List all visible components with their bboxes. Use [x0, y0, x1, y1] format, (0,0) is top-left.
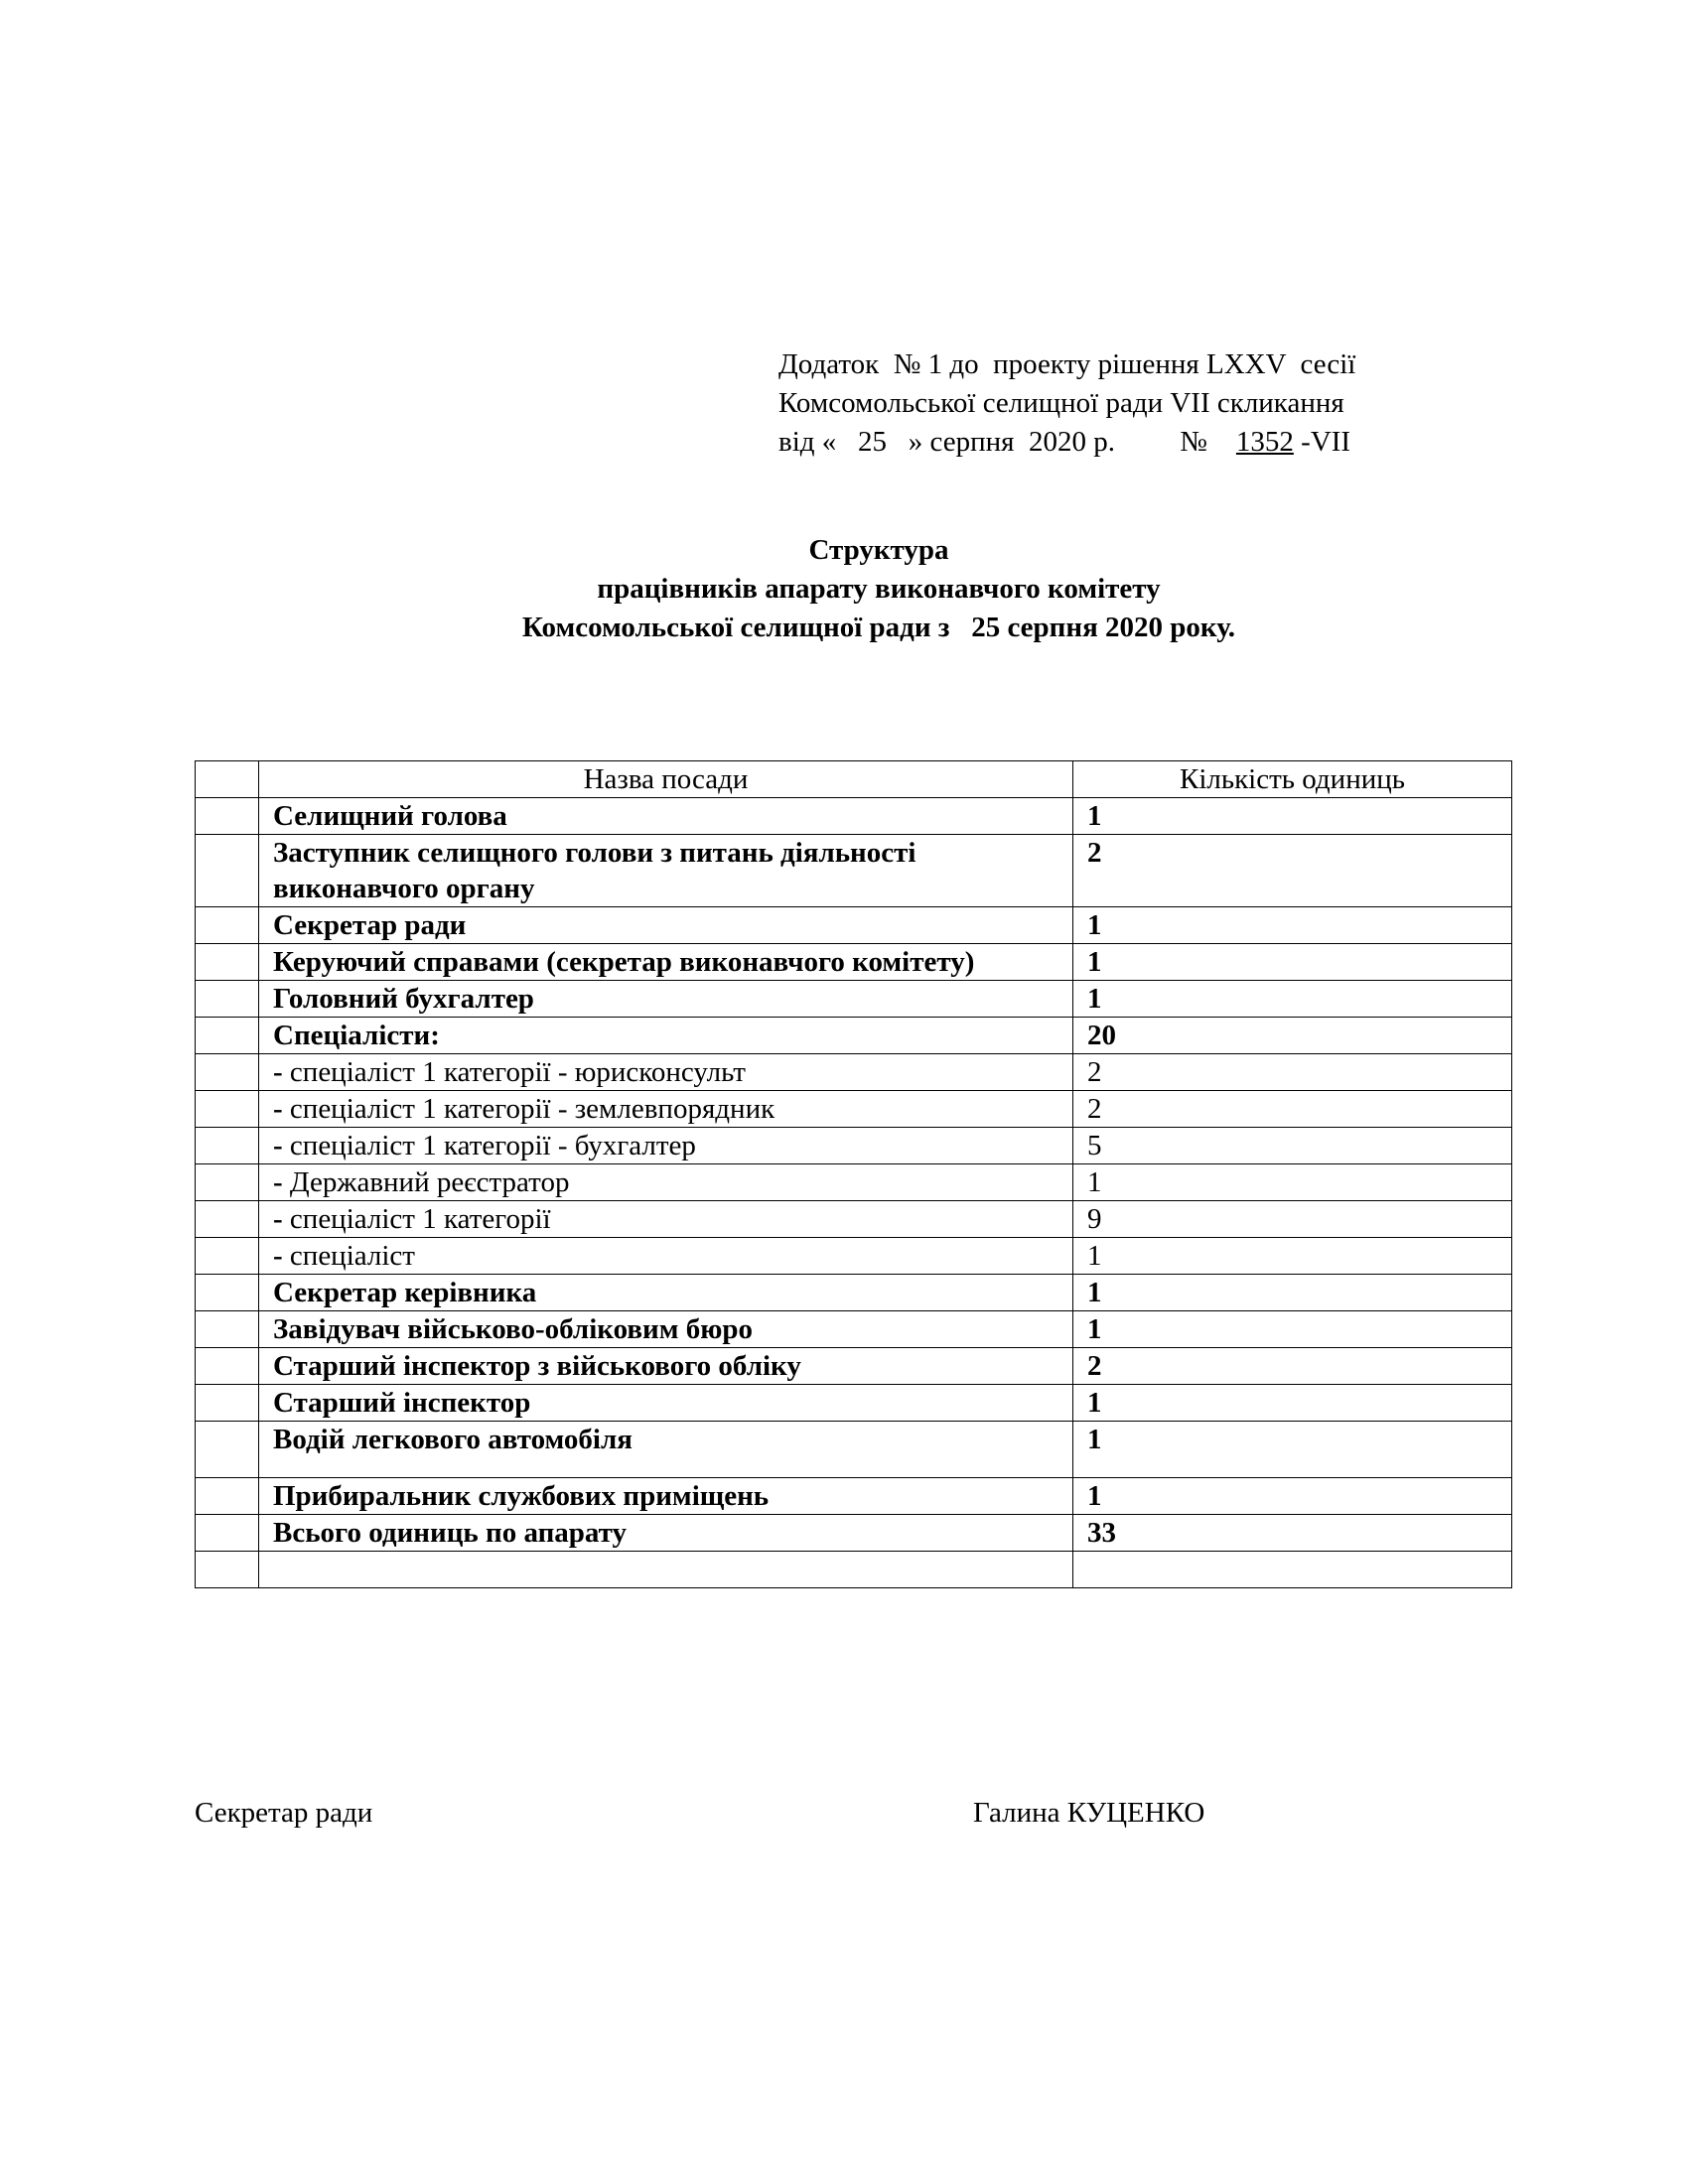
appendix-line-3: [778, 423, 1493, 462]
row-number-cell: [196, 981, 259, 1018]
row-number-cell: [196, 1128, 259, 1164]
list-dash: -: [273, 1056, 283, 1088]
position-label: спеціаліст 1 категорії - бухгалтер: [282, 1130, 696, 1161]
count-cell: 33: [1073, 1515, 1512, 1552]
empty-cell: [1073, 1552, 1512, 1588]
table-row: [196, 1348, 1512, 1385]
position-cell: [259, 1128, 1073, 1164]
count-cell: 1: [1073, 1385, 1512, 1422]
table-row: [196, 1164, 1512, 1201]
signature-label: Секретар ради: [195, 1797, 373, 1829]
count-cell: 1: [1073, 1422, 1512, 1478]
list-dash: -: [273, 1166, 283, 1198]
table-row: [196, 981, 1512, 1018]
position-cell: Прибиральник службових приміщень: [259, 1478, 1073, 1515]
position-cell: [259, 1238, 1073, 1275]
title-line-1: Структура: [808, 534, 949, 566]
row-number-cell: [196, 944, 259, 981]
row-number-cell: [196, 1515, 259, 1552]
position-cell: [259, 1201, 1073, 1238]
table-row: [196, 798, 1512, 835]
table-row: [196, 1515, 1512, 1552]
position-cell: Головний бухгалтер: [259, 981, 1073, 1018]
position-cell: Секретар керівника: [259, 1275, 1073, 1311]
count-cell: 1: [1073, 1311, 1512, 1348]
header-count: Кількість одиниць: [1073, 761, 1512, 798]
position-cell: Старший інспектор з військового обліку: [259, 1348, 1073, 1385]
count-cell: 1: [1073, 798, 1512, 835]
appendix-line-1: Додаток № 1 до проекту рішення LXXV сесії: [778, 348, 1356, 380]
count-cell: 2: [1073, 835, 1512, 907]
table-row: [196, 1018, 1512, 1054]
position-label: спеціаліст: [282, 1240, 415, 1272]
appendix-note: [778, 345, 1493, 462]
row-number-cell: [196, 1164, 259, 1201]
count-cell: 1: [1073, 1238, 1512, 1275]
row-number-cell: [196, 907, 259, 944]
position-cell: [259, 1164, 1073, 1201]
count-cell: 1: [1073, 1275, 1512, 1311]
position-cell: [259, 1054, 1073, 1091]
position-label: спеціаліст 1 категорії - землевпорядник: [282, 1093, 775, 1125]
table-row: [196, 835, 1512, 907]
list-dash: -: [273, 1240, 283, 1272]
count-cell: 20: [1073, 1018, 1512, 1054]
count-cell: 1: [1073, 1164, 1512, 1201]
count-cell: 1: [1073, 981, 1512, 1018]
position-cell: [259, 1091, 1073, 1128]
appendix-date: від « 25 » серпня 2020 р.: [778, 426, 1115, 458]
staff-table: [195, 760, 1512, 1588]
table-row: [196, 1238, 1512, 1275]
count-cell: 9: [1073, 1201, 1512, 1238]
position-cell: Завідувач військово-обліковим бюро: [259, 1311, 1073, 1348]
position-cell: Старший інспектор: [259, 1385, 1073, 1422]
list-dash: -: [273, 1130, 283, 1161]
number-sign: №: [1180, 426, 1207, 458]
list-dash: -: [273, 1093, 283, 1125]
row-number-cell: [196, 1091, 259, 1128]
row-number-cell: [196, 1018, 259, 1054]
count-cell: 2: [1073, 1054, 1512, 1091]
count-cell: 1: [1073, 1478, 1512, 1515]
empty-cell: [259, 1552, 1073, 1588]
position-label: спеціаліст 1 категорії: [282, 1203, 551, 1235]
count-cell: 2: [1073, 1091, 1512, 1128]
table-row: [196, 1385, 1512, 1422]
row-number-cell: [196, 1478, 259, 1515]
table-row: [196, 1091, 1512, 1128]
row-number-cell: [196, 1348, 259, 1385]
row-number-cell: [196, 835, 259, 907]
count-cell: 5: [1073, 1128, 1512, 1164]
table-header-row: [196, 761, 1512, 798]
position-cell: Водій легкового автомобіля: [259, 1422, 1073, 1478]
table-row: [196, 1311, 1512, 1348]
row-number-cell: [196, 1311, 259, 1348]
table-row: [196, 1275, 1512, 1311]
position-cell: Секретар ради: [259, 907, 1073, 944]
count-cell: 1: [1073, 944, 1512, 981]
row-number-cell: [196, 798, 259, 835]
decision-number-suffix: -VII: [1293, 426, 1351, 458]
position-label: Державний реєстратор: [282, 1166, 570, 1198]
position-cell: Заступник селищного голови з питань діяльності виконавчого органу: [259, 835, 1073, 907]
signature-name: Галина КУЦЕНКО: [973, 1797, 1205, 1829]
table-row: [196, 944, 1512, 981]
row-number-cell: [196, 1054, 259, 1091]
position-cell: Керуючий справами (секретар виконавчого комітету): [259, 944, 1073, 981]
position-cell: Всього одиниць по апарату: [259, 1515, 1073, 1552]
position-cell: Селищний голова: [259, 798, 1073, 835]
table-row: [196, 1128, 1512, 1164]
row-number-cell: [196, 1275, 259, 1311]
document-title: [0, 531, 1688, 647]
count-cell: 1: [1073, 907, 1512, 944]
header-number-cell: [196, 761, 259, 798]
table-row: [196, 907, 1512, 944]
table-empty-row: [196, 1552, 1512, 1588]
row-number-cell: [196, 1238, 259, 1275]
list-dash: -: [273, 1203, 283, 1235]
position-label: спеціаліст 1 категорії - юрисконсульт: [282, 1056, 746, 1088]
header-position: Назва посади: [259, 761, 1073, 798]
appendix-line-2: Комсомольської селищної ради VII скликання: [778, 387, 1344, 419]
row-number-cell: [196, 1385, 259, 1422]
table-row: [196, 1201, 1512, 1238]
decision-number: 1352: [1235, 426, 1294, 458]
row-number-cell: [196, 1552, 259, 1588]
title-line-2: працівників апарату виконавчого комітету: [597, 573, 1161, 605]
table-row: [196, 1422, 1512, 1478]
count-cell: 2: [1073, 1348, 1512, 1385]
table-row: [196, 1478, 1512, 1515]
row-number-cell: [196, 1201, 259, 1238]
title-line-3: Комсомольської селищної ради з 25 серпня 2020 року.: [521, 612, 1236, 643]
row-number-cell: [196, 1422, 259, 1478]
position-cell: Спеціалісти:: [259, 1018, 1073, 1054]
table-row: [196, 1054, 1512, 1091]
